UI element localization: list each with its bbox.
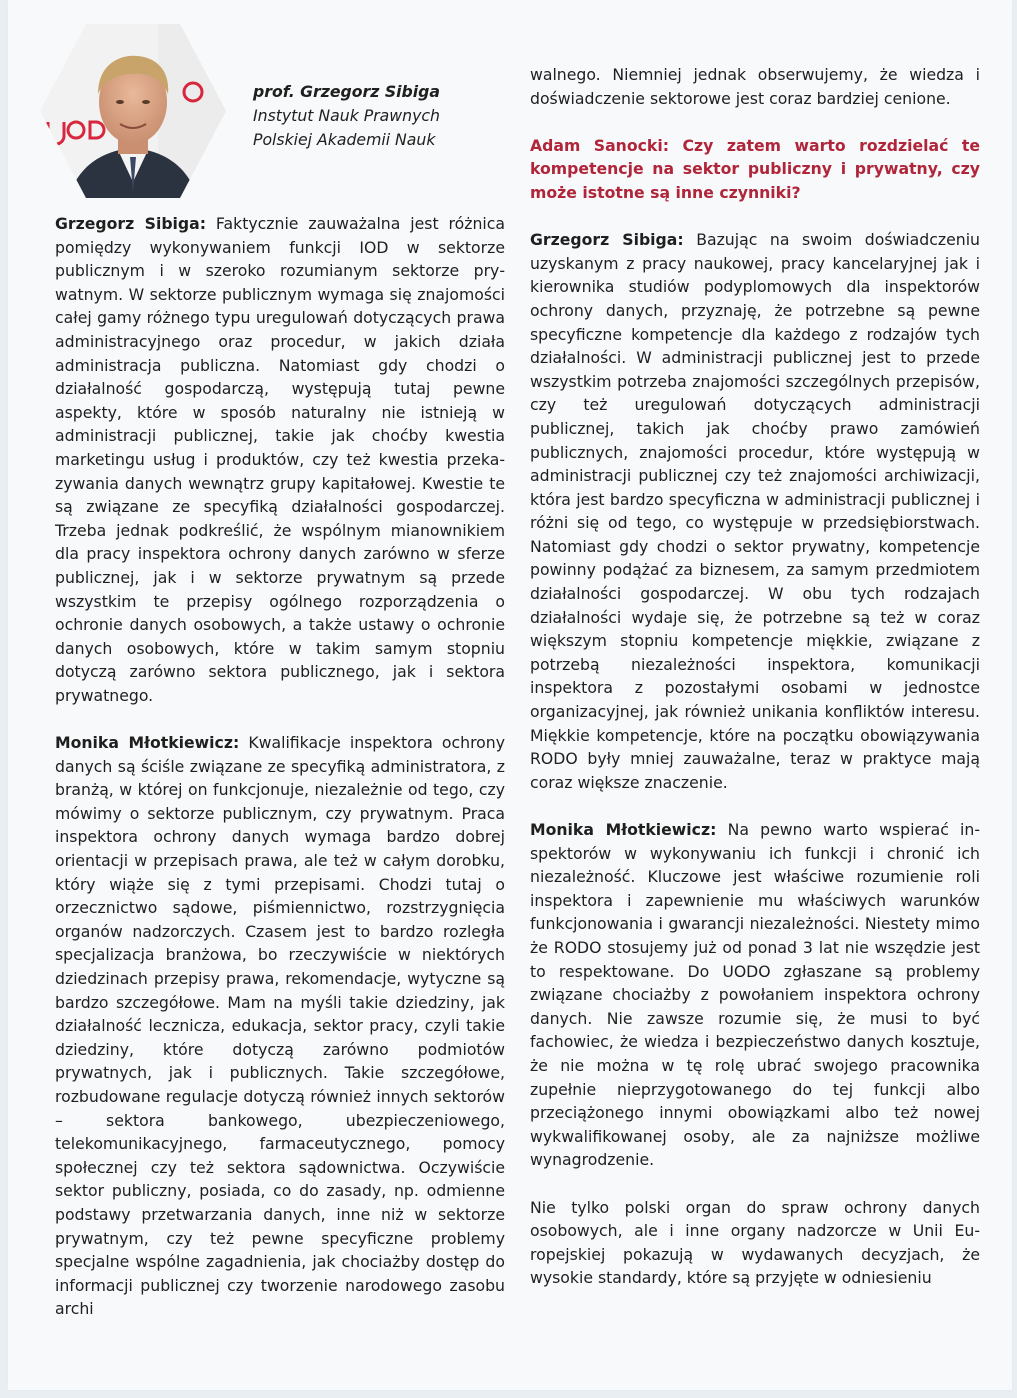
answer-paragraph xyxy=(530,818,980,1172)
speaker-name: Grzegorz Sibiga: xyxy=(530,230,684,250)
speaker-name: Monika Młotkiewicz: xyxy=(530,820,717,839)
continuation-paragraph: walnego. Niemniej jednak obserwujemy, że wiedza i doświadczenie sektorowe jest coraz bardziej cenione. xyxy=(530,65,980,108)
author-affiliation-line2: Polskiej Akademii Nauk xyxy=(253,130,436,149)
left-column xyxy=(55,212,505,1321)
author-affiliation-line1: Instytut Nauk Prawnych xyxy=(253,106,440,125)
paragraph-text: Bazując na swoim doświadczeniu uzyskanym z pracy naukowej, pracy kancelaryjnej jak i kierownika studiów podyplomowych dla inspektorów ochrony danych, przyznaję, że potrzebne są pewne specyficzne kompetencje dla każdego z rodzajów tych działalności. W administracji publicznej jest to przede wszystkim potrzeba znajomości szczególnych przepisów, czy też uregulowań dotyczących administracji publicznej, takich jak choćby prawo zamówień publicznych, znajomości procedur, które występują w administracji publicznej czy też znajomości archiwizacji, która jest bardzo specyficzna w administracji publicznej i różni się od tego, co występuje w przedsiębiorstwach. Natomiast gdy chodzi o sektor prywatny, kompetencje powinny podążać za biznesem, za samym przedmiotem działalności gospodarczej. W obu tych rodzajach działalności wydaje się, że potrzebne są też w coraz większym stopniu kompetencje miękkie, związane z potrzebą niezależności inspektora, komunikacji inspektora z pozostałymi osobami w jednostce organizacyjnej, jak również unikania konfliktów interesu. Miękkie kompetencje, które na początku obowiązywania RODO były mniej zauważalne, teraz w praktyce mają coraz większe znaczenie. xyxy=(530,230,981,792)
paragraph-text: Na pewno warto wspierać inspektorów w wykonywaniu ich funkcji i chronić ich niezależność. Kluczowe jest właściwe rozumienie roli inspektora i zapewnienie mu właściwych warunków funkcjonowania i gwarancji niezależności. Niestety mimo że RODO stosujemy już od ponad 3 lat nie wszędzie jest to respektowane. Do UODO zgłaszane są problemy związane chociażby z powołaniem inspektora ochrony danych. Nie zawsze rozumie się, że musi to być fachowiec, że wiedza i bezpieczeństwo danych kosztuje, że nie można w tę rolę ubrać swojego pracownika zupełnie nieprzygotowanego do tej funkcji albo przeciążonego innymi obowiązkami albo też nowej wykwalifikowanej osoby, ale za najniższe możliwe wynagrodzenie. xyxy=(530,820,980,1170)
interviewer-question: Adam Sanocki: Czy zatem warto rozdzielać te kompetencje na sektor publiczny i prywatny, czy może istotne są inne czynniki? xyxy=(530,135,980,202)
speaker-name: Grzegorz Sibiga: xyxy=(55,214,207,233)
author-name: prof. Grzegorz Sibiga xyxy=(253,82,440,101)
author-photo xyxy=(38,22,228,200)
author-caption xyxy=(253,80,440,152)
speaker-name: Monika Młotkiewicz: xyxy=(55,733,240,753)
answer-paragraph xyxy=(530,228,980,794)
page xyxy=(8,0,1012,1390)
paragraph-text: Kwalifikacje inspektora ochrony danych są ściśle związane ze specyfiką administratora, z branżą, w której on funkcjonuje, niezależnie od tego, czy mówimy o sektorze publicznym, czy prywatnym. Praca inspektora ochrony danych wymaga bardzo dobrej orientacji w przepisach prawa, ale też w całym dorobku, który wiąże się z tymi przepisami. Chodzi tutaj o orzecznictwo sądowe, piśmiennictwo, rozstrzygnięcia organów nadzorczych. Czasem jest to bardzo rozległa specjalizacja branżowa, bo rzeczywiście w niektórych dziedzinach przepisy prawa, rekomendacje, wytyczne są bardzo szczegółowe. Mam na myśli takie dziedziny, jak działalność lecznicza, edukacja, sektor pracy, czyli takie dziedziny, które dotyczą zarówno podmiotów prywatnych, jak i publicznych. Takie szczegółowe, rozbudowane regulacje dotyczą również innych sektorów – sektora bankowego, ubezpieczeniowego, telekomunikacyjnego, farmaceutycznego, pomocy społecznej czy też sektora sądownictwa. Oczywiście sektor publiczny, posiada, co do zasady, np. odmienne podstawy przetwarzania danych, inne niż w sektorze prywatnym, czy też pewne specyficzne problemy specjalne wspólne zagadnienia, jak chociażby dostęp do informacji publicznej czy tworzenie narodowego zasobu archi xyxy=(55,733,506,1319)
paragraph-text: Faktycznie zauważalna jest różnica pomiędzy wykonywaniem funkcji IOD w sektorze publicznym i w szeroko rozumianym sektorze prywatnym. W sektorze publicznym wymaga się znajomości całej gamy różnego typu uregulowań dotyczących prawa administracyjnego oraz procedur, w jakich działa administracja publiczna. Natomiast gdy chodzi o działalność gospodarczą, występują tutaj pewne aspekty, które w sposób naturalny nie istnieją w administracji publicznej, takie jak choćby kwestia marketingu usług i produktów, czy też kwestia przekazywania danych wewnątrz grupy kapitałowej. Kwestie te są związane ze specyfiką działalności gospodarczej. Trzeba jednak podkreślić, że wspólnym mianownikiem dla pracy inspektora ochrony danych zarówno w sferze publicznej, jak i w sektorze prywatnym są przede wszystkim te przepisy ogólnego rozporządzenia o ochronie danych osobowych, a także ustawy o ochronie danych osobowych, które w takim samym stopniu dotyczą zarówno sektora publicznego, jak i sektora prywatnego. xyxy=(55,214,505,705)
answer-paragraph xyxy=(55,731,505,1321)
right-column xyxy=(530,63,980,1290)
closing-paragraph: Nie tylko polski organ do spraw ochrony danych osobowych, ale i inne organy nadzorcze w Unii Europejskiej pokazują w wydawanych decyzjach, że wysokie standardy, które są przyjęte w odniesieniu xyxy=(530,1197,980,1288)
answer-paragraph xyxy=(55,212,505,707)
